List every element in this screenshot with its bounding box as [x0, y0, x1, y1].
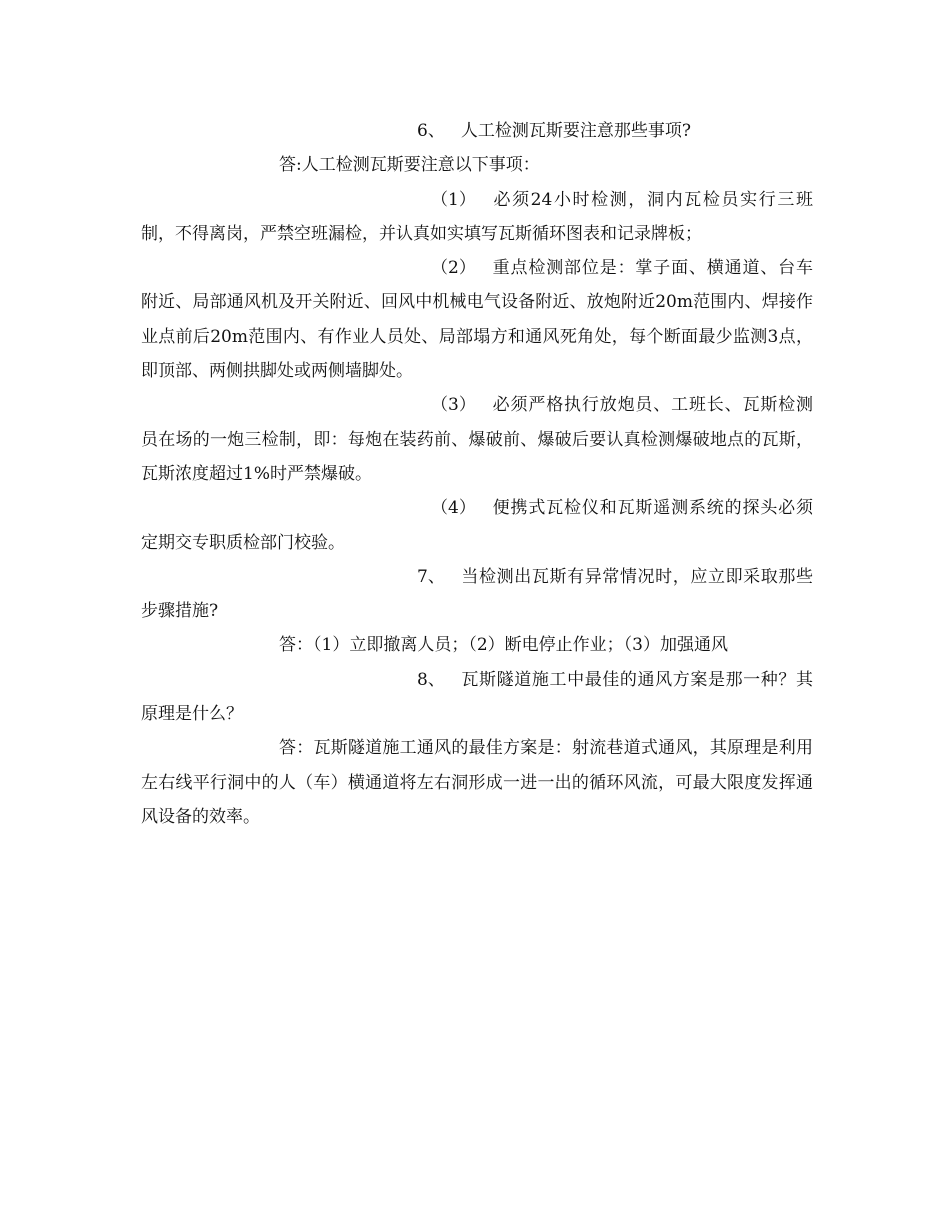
item-2-number: （2）	[431, 258, 476, 279]
question-7-number: 7、	[417, 566, 445, 587]
answer-6-item-3	[141, 388, 813, 491]
question-6	[141, 114, 813, 148]
question-7-text: 当检测出瓦斯有异常情况时，应立即采取那些步骤措施?	[141, 566, 813, 622]
item-1-number: （1）	[431, 189, 476, 210]
item-3-text: 必须严格执行放炮员、工班长、瓦斯检测员在场的一炮三检制，即：每炮在装药前、爆破前、爆破后要认真检测爆破地点的瓦斯，瓦斯浓度超过1%时严禁爆破。	[141, 395, 813, 484]
question-8-number: 8、	[417, 669, 445, 690]
item-4-text: 便携式瓦检仪和瓦斯遥测系统的探头必须定期交专职质检部门校验。	[141, 498, 813, 553]
answer-8: 答：瓦斯隧道施工通风的最佳方案是：射流巷道式通风，其原理是利用左右线平行洞中的人（车）横通道将左右洞形成一进一出的循环风流，可最大限度发挥通风设备的效率。	[141, 738, 813, 827]
item-2-text: 重点检测部位是：掌子面、横通道、台车附近、局部通风机及开关附近、回风中机械电气设备附近、放炮附近20m范围内、焊接作业点前后20m范围内、有作业人员处、局部塌方和通风死角处，每个断面最少监测3点，即顶部、两侧拱脚处或两侧墙脚处。	[141, 258, 813, 382]
answer-6-item-2	[141, 251, 813, 388]
question-6-text: 人工检测瓦斯要注意那些事项?	[460, 121, 691, 141]
answer-6-intro: 答:人工检测瓦斯要注意以下事项：	[279, 155, 540, 176]
answer-6-item-1	[141, 183, 813, 252]
question-8-text: 瓦斯隧道施工中最佳的通风方案是那一种？其原理是什么？	[141, 669, 813, 725]
document-body	[141, 114, 813, 834]
question-6-number: 6、	[417, 121, 445, 141]
question-7	[141, 560, 813, 629]
answer-7: 答：（1）立即撤离人员；（2）断电停止作业；（3）加强通风	[279, 635, 728, 656]
answer-6-item-4	[141, 491, 813, 560]
item-1-text: 必须24小时检测，洞内瓦检员实行三班制，不得离岗，严禁空班漏检，并认真如实填写瓦斯循环图表和记录牌板；	[141, 189, 813, 244]
question-8	[141, 663, 813, 732]
item-4-number: （4）	[431, 498, 476, 519]
item-3-number: （3）	[431, 395, 476, 416]
